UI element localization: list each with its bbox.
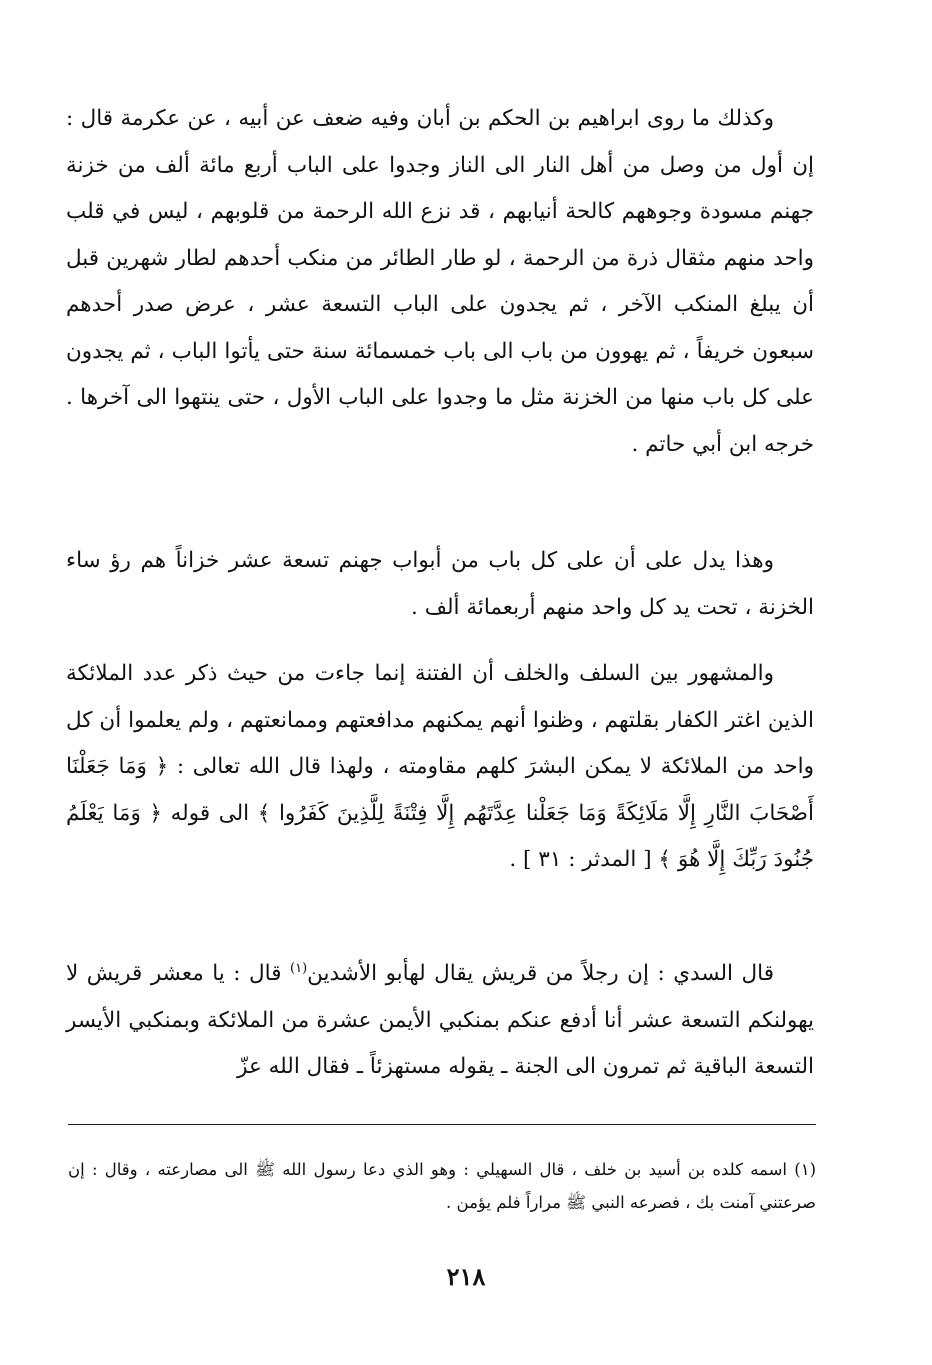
footnote-reference-marker[interactable]: (١) <box>290 960 308 976</box>
paragraph-4-text-before: قال السدي : إن رجلاً من قريش يقال لهأبو الأشدين <box>307 961 774 986</box>
paragraph-1: وكذلك ما روى ابراهيم بن الحكم بن أبان وفيه ضعف عن أبيه ، عن عكرمة قال : إن أول من وصل من أهل النار الى الناز وجدوا على الباب أربع مائة ألف من خزنة جهنم مسودة وجوههم كالحة أنيابهم ، قد نزع الله الرحمة من قلوبهم ، ليس في قلب واحد منهم مثقال ذرة من الرحمة ، لو طار الطائر من منكب أحدهم لطار شهرين قبل أن يبلغ المنكب الآخر ، ثم يجدون على الباب التسعة عشر ، عرض صدر أحدهم سبعون خريفاً ، ثم يهوون من باب الى باب خمسمائة سنة حتى يأتوا الباب ، ثم يجدون على كل باب منها من الخزنة مثل ما وجدوا على الباب الأول ، حتى ينتهوا الى آخرها . خرجه ابن أبي حاتم . <box>66 106 814 457</box>
paragraph-2: وهذا يدل على أن على كل باب من أبواب جهنم تسعة عشر خزاناً هم رؤ ساء الخزنة ، تحت يد كل واحد منهم أربعمائة ألف . <box>66 548 814 620</box>
footnote: (١) اسمه كلده بن أسيد بن خلف ، قال السهيلي : وهو الذي دعا رسول الله ﷺ الى مصارعته ، وقال : إن صرعتني آمنت بك ، فصرعه النبي ﷺ مراراً فلم يؤمن . <box>68 1160 816 1212</box>
paragraph-4 <box>66 951 814 1091</box>
page-number: ٢١٨ <box>446 1262 486 1291</box>
footnote-divider <box>68 1124 816 1125</box>
paragraph-4-text-after: قال : يا معشر قريش لا يهولنكم التسعة عشر أنا أدفع عنكم بمنكبي الأيمن عشرة من الملائكة وبمنكبي الأيسر التسعة الباقية ثم تمرون الى الجنة ـ يقوله مستهزئاً ـ فقال الله عزّ <box>66 961 814 1079</box>
paragraph-3: والمشهور بين السلف والخلف أن الفتنة إنما جاءت من حيث ذكر عدد الملائكة الذين اغتر الكفار بقلتهم ، وظنوا أنهم يمكنهم مدافعتهم وممانعتهم ، ولم يعلموا أن كل واحد من الملائكة لا يمكن البشرَ كلهم مقاومته ، ولهذا قال الله تعالى : ﴿ وَمَا جَعَلْنَا أَصْحَابَ النَّارِ إِلَّا مَلَائِكَةً وَمَا جَعَلْنا عِدَّتَهُم إِلَّا فِتْنَةً لِلَّذِينَ كَفَرُوا ﴾ الى قوله ﴿ وَمَا يَعْلَمُ جُنُودَ رَبِّكَ إِلَّا هُوَ ﴾ [ المدثر : ٣١ ] . <box>66 661 814 872</box>
